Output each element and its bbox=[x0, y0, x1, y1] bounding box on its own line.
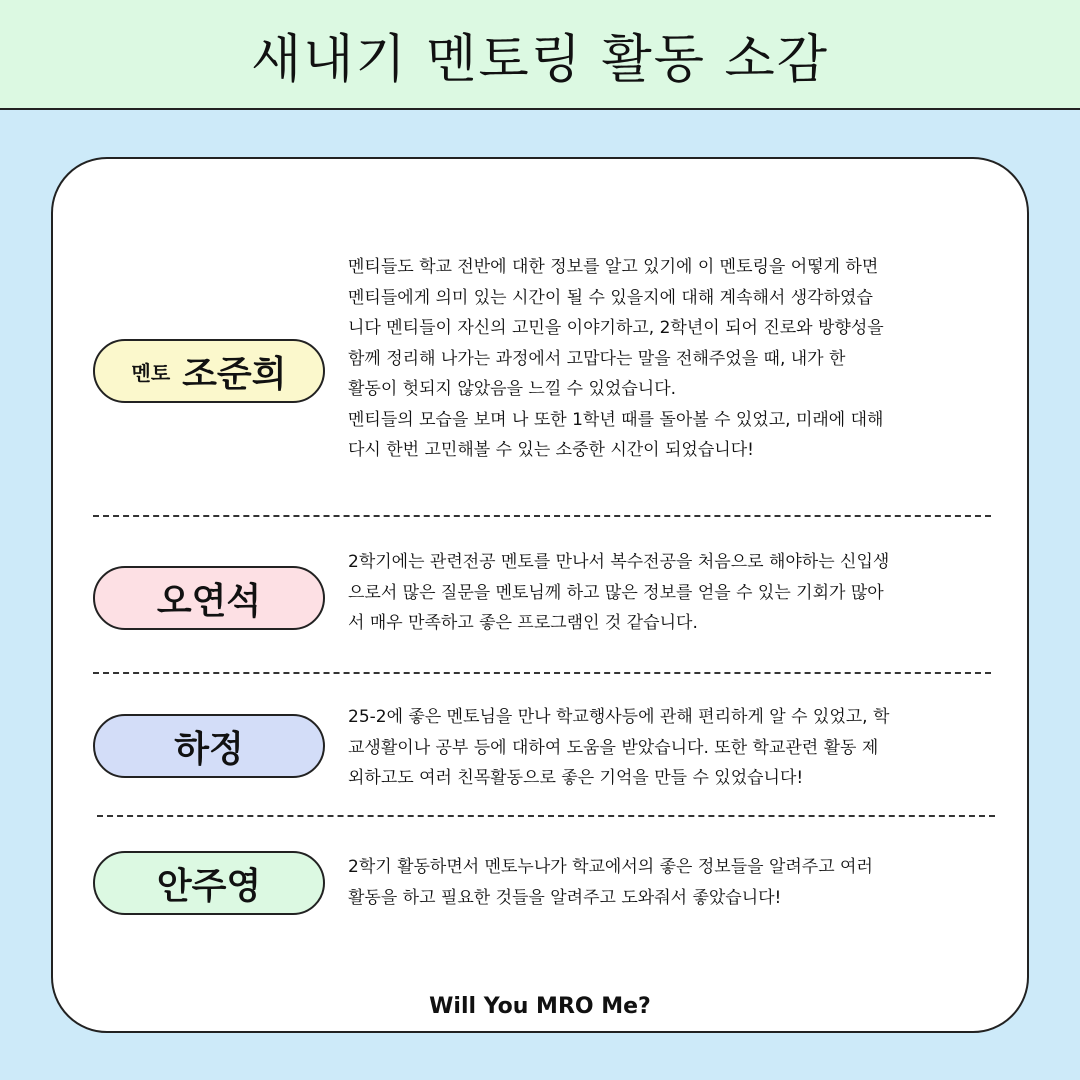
section-divider bbox=[97, 815, 995, 817]
mentee-2-name: 하정 bbox=[174, 728, 244, 770]
mentor-name: 조준희 bbox=[182, 353, 287, 395]
section-divider bbox=[93, 672, 991, 674]
name-badge-mentee-1 bbox=[93, 566, 325, 630]
mentor-role-label: 멘토 bbox=[131, 360, 171, 385]
page-header bbox=[0, 0, 1080, 110]
mentee-1-name: 오연석 bbox=[156, 580, 262, 622]
page-title: 새내기 멘토링 활동 소감 bbox=[251, 29, 829, 90]
mentee-3-comment: 2학기 활동하면서 멘토누나가 학교에서의 좋은 정보들을 알려주고 여러 활동을 하고 필요한 것들을 알려주고 도와줘서 좋았습니다! bbox=[348, 857, 873, 908]
mentee-3-name: 안주영 bbox=[156, 865, 262, 907]
mentee-1-comment: 2학기에는 관련전공 멘토를 만나서 복수전공을 처음으로 해야하는 신입생 으로서 많은 질문을 멘토님께 하고 많은 정보를 얻을 수 있는 기회가 많아 서 매우 만족하고 좋은 프로그램인 것 같습니다. bbox=[348, 552, 890, 633]
section-divider bbox=[93, 515, 991, 517]
name-badge-mentee-3 bbox=[93, 851, 325, 915]
mentee-2-comment: 25-2에 좋은 멘토님을 만나 학교행사등에 관해 편리하게 알 수 있었고, 학 교생활이나 공부 등에 대하여 도움을 받았습니다. 또한 학교관련 활동 제 외하고도 여러 친목활동으로 좋은 기억을 만들 수 있었습니다! bbox=[348, 707, 890, 788]
footer-tagline: Will You MRO Me? bbox=[429, 994, 651, 1019]
name-badge-mentee-2 bbox=[93, 714, 325, 778]
mentor-comment: 멘티들도 학교 전반에 대한 정보를 알고 있기에 이 멘토링을 어떻게 하면 멘티들에게 의미 있는 시간이 될 수 있을지에 대해 계속해서 생각하였습 니다 멘티들이 자신의 고민을 이야기하고, 2학년이 되어 진로와 방향성을 함께 정리해 나가는 과정에서 고맙다는 말을 전해주었을 때, 내가 한 활동이 헛되지 않았음을 느낄 수 있었습니다. 멘티들의 모습을 보며 나 또한 1학년 때를 돌아볼 수 있었고, 미래에 대해 다시 한번 고민해볼 수 있는 소중한 시간이 되었습니다! bbox=[348, 257, 884, 460]
name-badge-mentor bbox=[93, 339, 325, 403]
